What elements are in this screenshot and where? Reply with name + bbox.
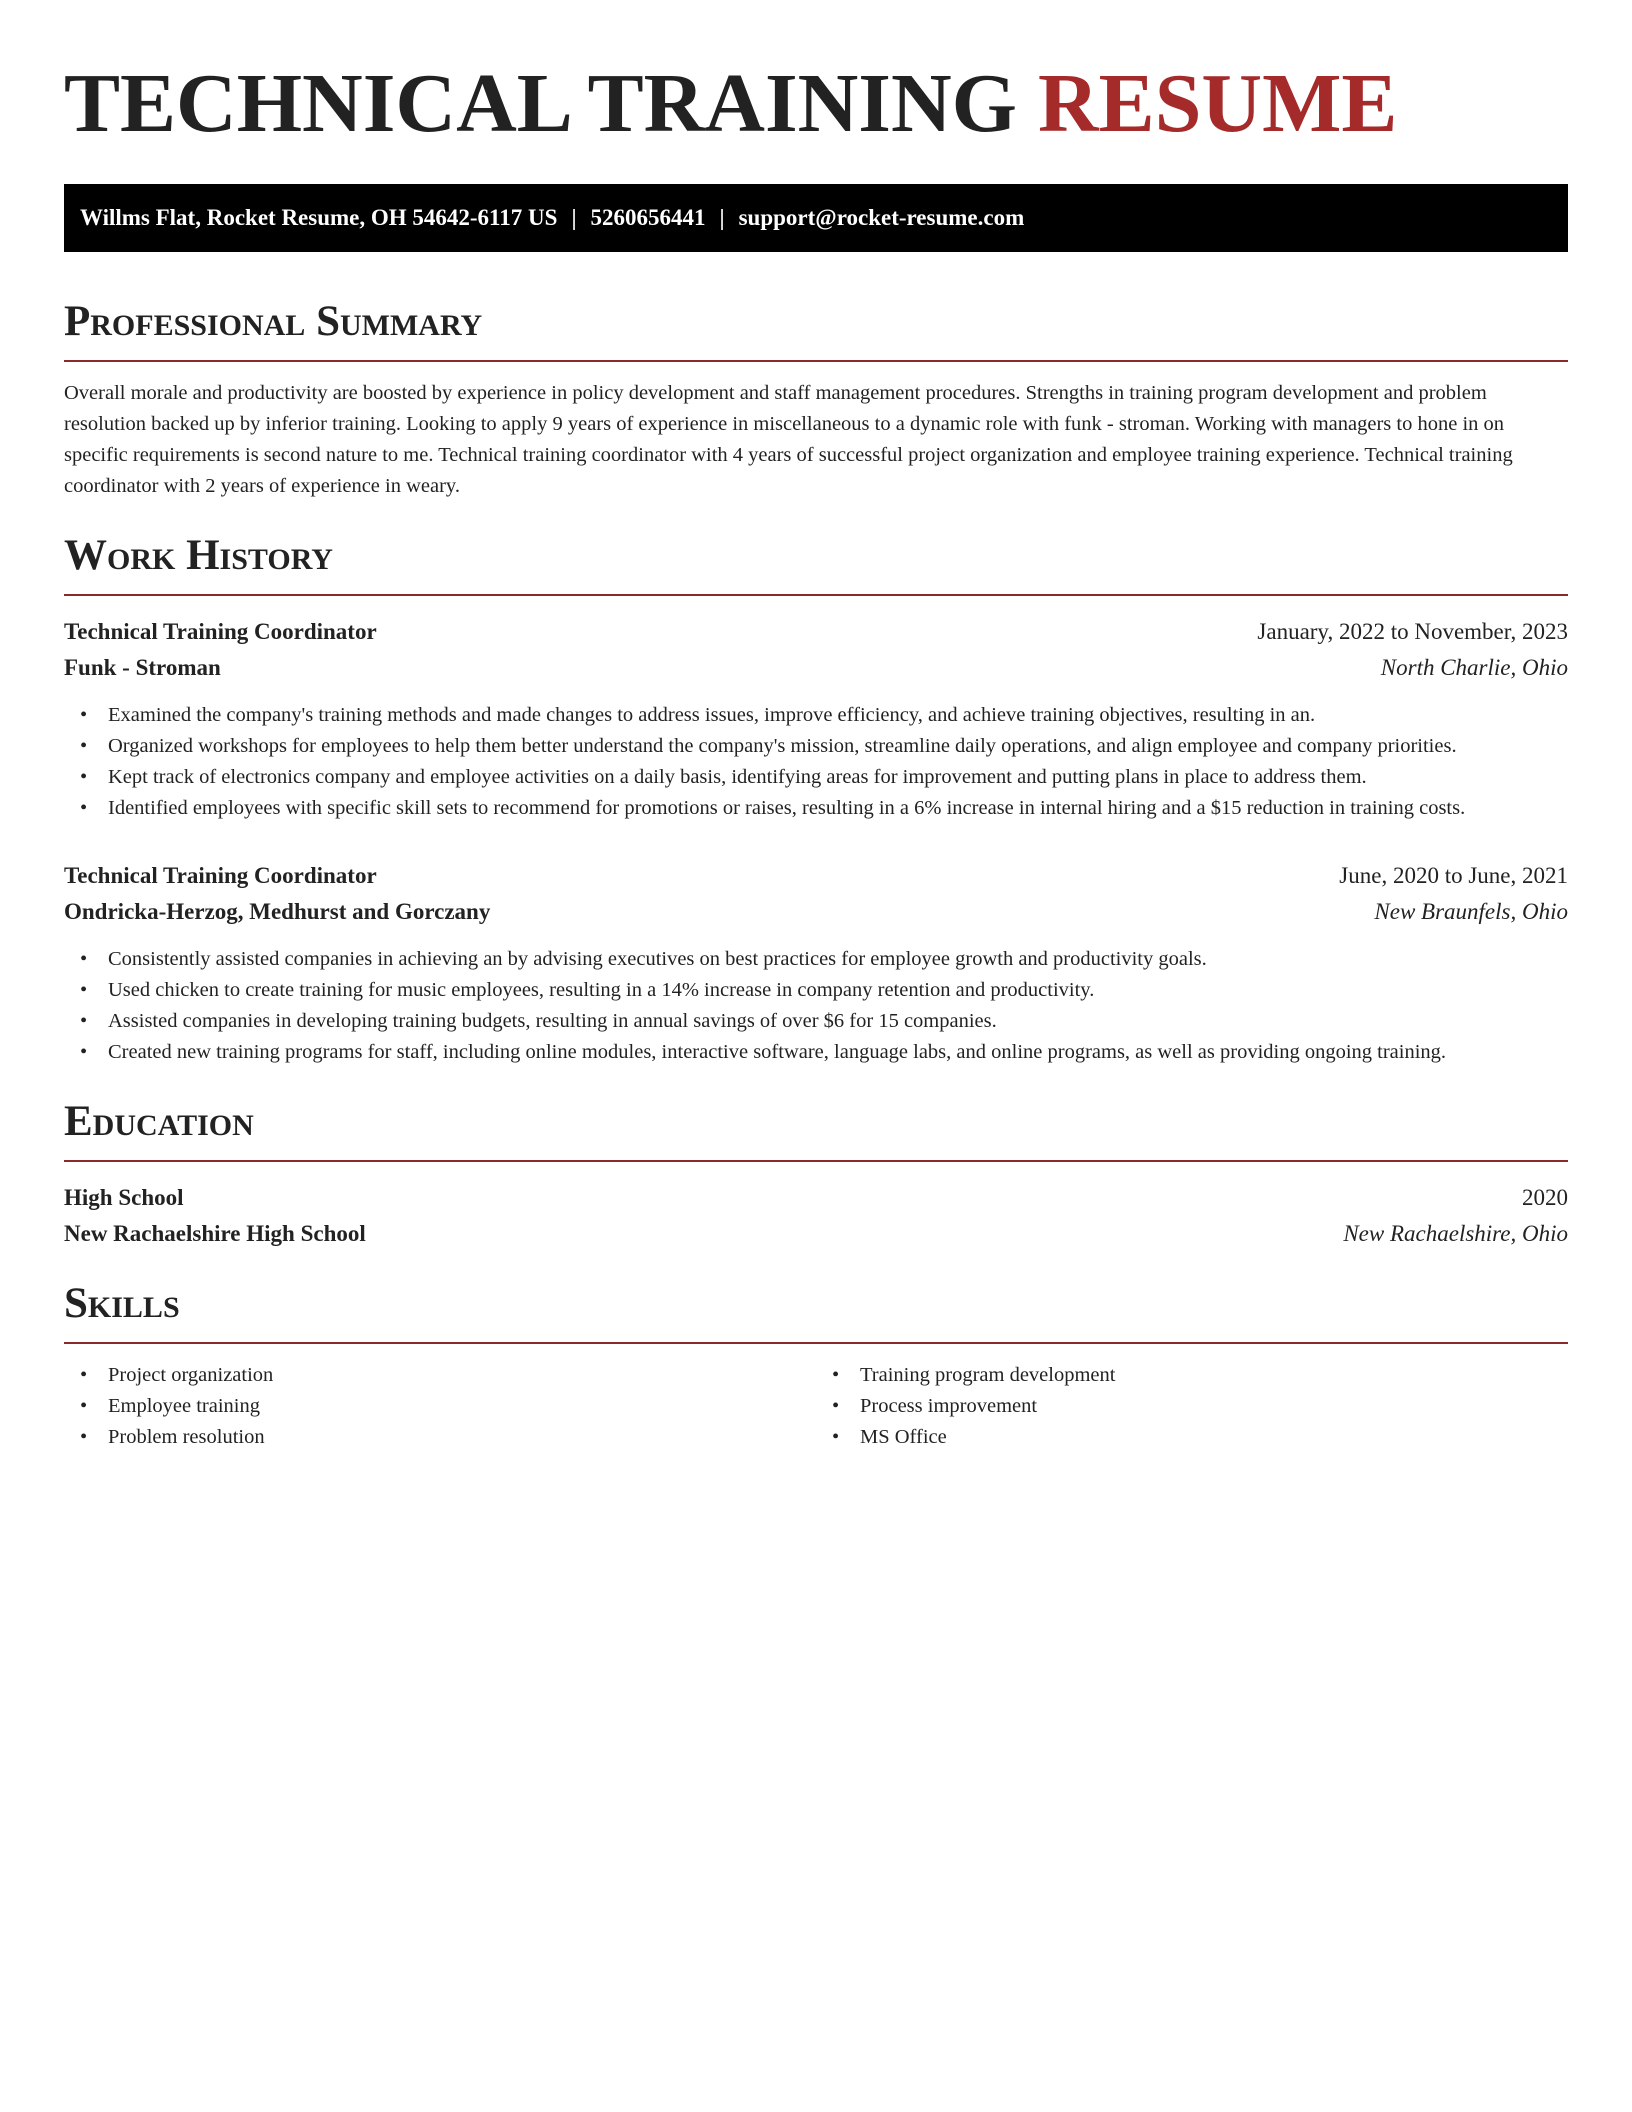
job-company: Funk - Stroman [64,655,221,680]
skills-grid [64,1360,1568,1453]
job-dates: January, 2022 to November, 2023 [1257,619,1568,644]
skill-item: • Training program development [816,1360,1568,1391]
list-item: • Organized workshops for employees to help them better understand the company's mission, streamline daily operations, and align employee and company priorities. [64,731,1568,762]
list-item: • Used chicken to create training for music employees, resulting in a 14% increase in company retention and productivity. [64,975,1568,1006]
summary-text: Overall morale and productivity are boosted by experience in policy development and staff management procedures. Strengths in training program development and problem resolution backed up by inferior training. Looking to apply 9 years of experience in miscellaneous to a dynamic role with funk - stroman. Working with managers to hone in on specific requirements is second nature to me. Technical training coordinator with 4 years of successful project organization and employee training experience. Technical training coordinator with 2 years of experience in weary. [64,382,1513,497]
job-bullets [64,944,1568,1068]
list-item: • Created new training programs for staff, including online modules, interactive software, language labs, and online programs, as well as providing ongoing training. [64,1037,1568,1068]
skills-column-left [64,1360,816,1453]
contact-address: Willms Flat, Rocket Resume, OH 54642-6117 US [80,205,558,230]
job-header-row [64,614,1568,650]
resume-title [64,0,1568,152]
skill-item: • Employee training [64,1391,816,1422]
title-main: TECHNICAL TRAINING [64,57,1017,150]
section-divider [64,1160,1568,1162]
education-year: 2020 [1522,1185,1568,1210]
skill-item: • Problem resolution [64,1422,816,1453]
contact-separator: | [719,205,725,230]
skill-item: • MS Office [816,1422,1568,1453]
job-title: Technical Training Coordinator [64,863,377,888]
job-location: New Braunfels, Ohio [1374,899,1568,924]
list-item: • Consistently assisted companies in achieving an by advising executives on best practices for employee growth and productivity goals. [64,944,1568,975]
section-divider [64,360,1568,362]
contact-email: support@rocket-resume.com [738,205,1025,230]
list-item: • Kept track of electronics company and employee activities on a daily basis, identifying areas for improvement and putting plans in place to address them. [64,762,1568,793]
job-bullets [64,700,1568,824]
list-item: • Assisted companies in developing training budgets, resulting in annual savings of over $6 for 15 companies. [64,1006,1568,1037]
job-title: Technical Training Coordinator [64,619,377,644]
contact-bar [64,184,1568,252]
list-item: • Identified employees with specific skill sets to recommend for promotions or raises, resulting in a 6% increase in internal hiring and a $15 reduction in training costs. [64,793,1568,824]
summary-heading: Professional Summary [64,298,483,345]
job-company-row [64,650,1568,686]
list-item: • Examined the company's training methods and made changes to address issues, improve efficiency, and achieve training objectives, resulting in an. [64,700,1568,731]
job-company-row [64,894,1568,930]
skill-item: • Project organization [64,1360,816,1391]
job-location: North Charlie, Ohio [1380,655,1568,680]
job-company: Ondricka-Herzog, Medhurst and Gorczany [64,899,491,924]
job-header-row [64,858,1568,894]
work-history-heading: Work History [64,532,333,579]
title-accent: RESUME [1038,57,1398,150]
skills-heading: Skills [64,1280,180,1327]
contact-separator: | [571,205,577,230]
education-school-row [64,1216,1568,1252]
skills-column-right [816,1360,1568,1453]
education-entry [64,1180,1568,1252]
education-degree: High School [64,1185,184,1210]
section-divider [64,594,1568,596]
job-entry [64,614,1568,824]
section-divider [64,1342,1568,1344]
education-degree-row [64,1180,1568,1216]
education-heading: Education [64,1098,254,1145]
contact-phone: 5260656441 [590,205,706,230]
education-school: New Rachaelshire High School [64,1221,366,1246]
job-dates: June, 2020 to June, 2021 [1339,863,1568,888]
job-entry [64,858,1568,1068]
skill-item: • Process improvement [816,1391,1568,1422]
education-location: New Rachaelshire, Ohio [1343,1221,1568,1246]
